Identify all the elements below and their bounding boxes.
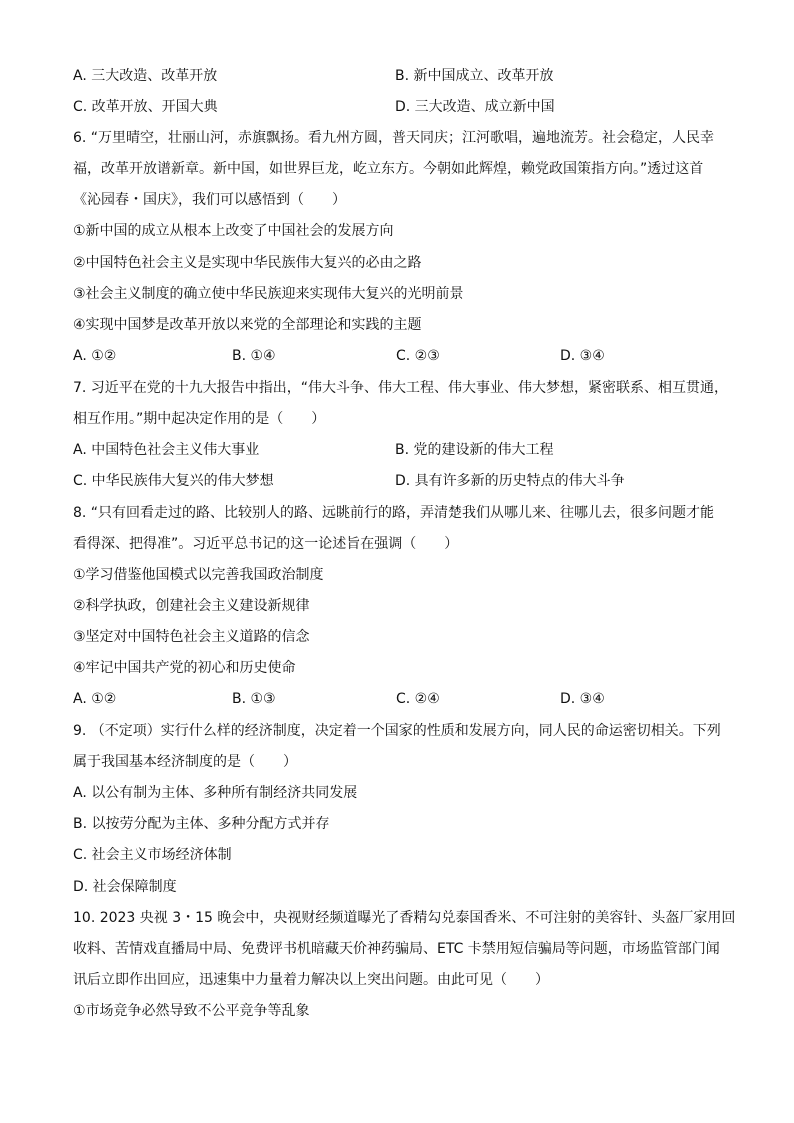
q10-stem-line-1: 10. 2023 央视 3・15 晚会中，央视财经频道曝光了香精勾兑泰国香米、不可注射的美容针、头盔厂家用回 bbox=[73, 910, 736, 926]
q8-item-4: ④牢记中国共产党的初心和历史使命 bbox=[73, 660, 296, 676]
q8-item-1: ①学习借鉴他国模式以完善我国政治制度 bbox=[73, 567, 324, 583]
q6-option-c: C. ②③ bbox=[396, 348, 440, 364]
q9-option-d: D. 社会保障制度 bbox=[73, 879, 177, 895]
q9-stem-line-2: 属于我国基本经济制度的是（ ） bbox=[73, 754, 297, 770]
q6-option-b: B. ①④ bbox=[232, 348, 276, 364]
q10-item-1: ①市场竞争必然导致不公平竞争等乱象 bbox=[73, 1003, 310, 1019]
q8-option-b: B. ①③ bbox=[232, 691, 276, 707]
q7-option-d: D. 具有许多新的历史特点的伟大斗争 bbox=[395, 473, 625, 489]
q8-options-row bbox=[73, 690, 733, 708]
q6-item-4: ④实现中国梦是改革开放以来党的全部理论和实践的主题 bbox=[73, 317, 422, 333]
q9-option-c: C. 社会主义市场经济体制 bbox=[73, 847, 232, 863]
q7-options-row-2 bbox=[73, 472, 733, 490]
q7-option-a: A. 中国特色社会主义伟大事业 bbox=[73, 442, 260, 458]
q5-option-a: A. 三大改造、改革开放 bbox=[73, 68, 218, 84]
q6-stem-line-1: 6. “万里晴空，壮丽山河，赤旗飘扬。看九州方圆，普天同庆；江河歌唱，遍地流芳。社会稳定，人民幸 bbox=[73, 130, 715, 146]
q5-option-c: C. 改革开放、开国大典 bbox=[73, 99, 218, 115]
q6-option-d: D. ③④ bbox=[560, 348, 605, 364]
q8-stem-line-2: 看得深、把得准”。习近平总书记的这一论述旨在强调（ ） bbox=[73, 536, 459, 552]
q5-option-b: B. 新中国成立、改革开放 bbox=[395, 68, 554, 84]
q6-stem-line-2: 福，改革开放谱新章。新中国，如世界巨龙，屹立东方。今朝如此辉煌，赖党政国策指方向。”透过这首 bbox=[73, 161, 704, 177]
q6-options-row bbox=[73, 347, 733, 365]
q7-stem-line-1: 7. 习近平在党的十九大报告中指出，“伟大斗争、伟大工程、伟大事业、伟大梦想，紧密联系、相互贯通， bbox=[73, 380, 729, 396]
q8-stem-line-1: 8. “只有回看走过的路、比较别人的路、远眺前行的路，弄清楚我们从哪儿来、往哪儿去，很多问题才能 bbox=[73, 505, 715, 521]
q5-options-row-1 bbox=[73, 67, 733, 85]
q9-option-b: B. 以按劳分配为主体、多种分配方式并存 bbox=[73, 816, 330, 832]
q7-option-c: C. 中华民族伟大复兴的伟大梦想 bbox=[73, 473, 274, 489]
q10-stem-line-3: 讯后立即作出回应，迅速集中力量着力解决以上突出问题。由此可见（ ） bbox=[73, 972, 549, 988]
q5-options-row-2 bbox=[73, 98, 733, 116]
q9-option-a: A. 以公有制为主体、多种所有制经济共同发展 bbox=[73, 785, 358, 801]
q7-options-row-1 bbox=[73, 441, 733, 459]
q8-option-d: D. ③④ bbox=[560, 691, 605, 707]
q8-item-3: ③坚定对中国特色社会主义道路的信念 bbox=[73, 629, 310, 645]
q6-item-1: ①新中国的成立从根本上改变了中国社会的发展方向 bbox=[73, 223, 394, 239]
q6-item-2: ②中国特色社会主义是实现中华民族伟大复兴的必由之路 bbox=[73, 255, 422, 271]
q6-option-a: A. ①② bbox=[73, 348, 117, 364]
q8-item-2: ②科学执政，创建社会主义建设新规律 bbox=[73, 598, 310, 614]
q6-item-3: ③社会主义制度的确立使中华民族迎来实现伟大复兴的光明前景 bbox=[73, 286, 464, 302]
q7-stem-line-2: 相互作用。”期中起决定作用的是（ ） bbox=[73, 411, 326, 427]
q9-stem-line-1: 9. （不定项）实行什么样的经济制度，决定着一个国家的性质和发展方向，同人民的命运密切相关。下列 bbox=[73, 723, 721, 739]
q5-option-d: D. 三大改造、成立新中国 bbox=[395, 99, 555, 115]
q6-stem-line-3: 《沁园春・国庆》，我们可以感悟到（ ） bbox=[73, 192, 346, 208]
q8-option-c: C. ②④ bbox=[396, 691, 440, 707]
q8-option-a: A. ①② bbox=[73, 691, 117, 707]
q7-option-b: B. 党的建设新的伟大工程 bbox=[395, 442, 554, 458]
q10-stem-line-2: 收料、苦情戏直播局中局、免费评书机暗藏天价神药骗局、ETC 卡禁用短信骗局等问题，市场监管部门闻 bbox=[73, 941, 720, 957]
